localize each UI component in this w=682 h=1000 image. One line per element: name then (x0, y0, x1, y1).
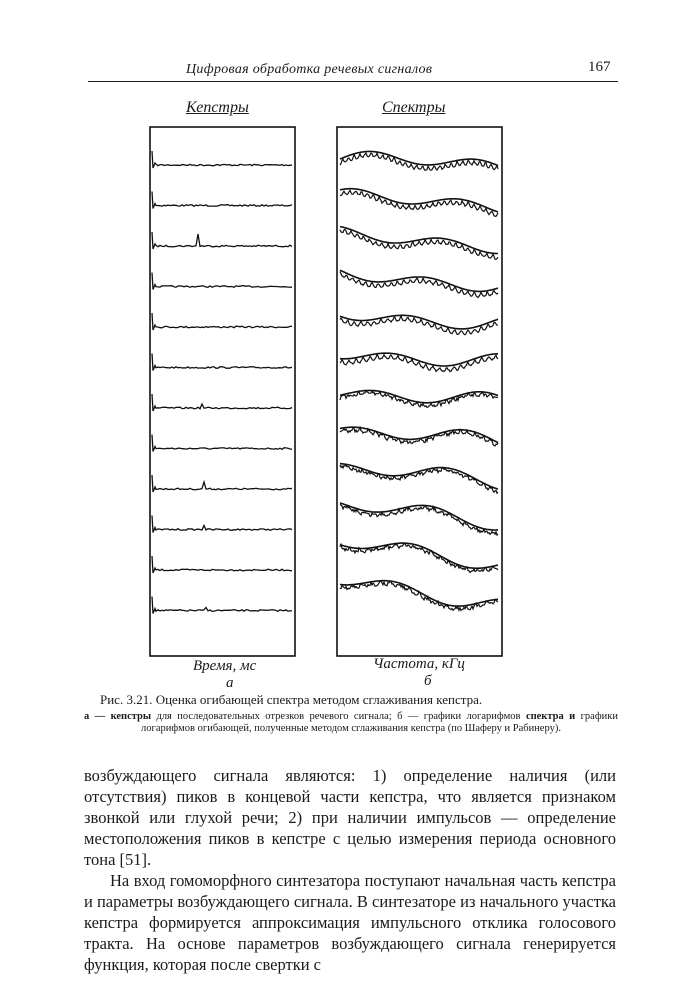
cepstrum-trace (152, 192, 292, 209)
cepstrum-trace (152, 556, 292, 573)
cepstrum-trace (152, 597, 292, 614)
legend-b-label: спектра и (525, 711, 576, 722)
cepstrum-trace (152, 313, 292, 330)
spectral-envelope-trace (340, 353, 498, 366)
cepstrum-trace (152, 394, 292, 411)
legend-a-label: а — кепстры (84, 711, 152, 722)
figure-legend (84, 711, 618, 735)
log-spectrum-trace (340, 581, 498, 611)
log-spectrum-trace (340, 391, 498, 408)
spectra-panel-title: Спектры (382, 99, 446, 116)
cepstrum-trace (152, 516, 292, 533)
panel-b-letter: б (424, 673, 432, 689)
cepstrum-trace (152, 273, 292, 290)
frequency-axis-label: Частота, кГц (373, 656, 465, 672)
log-spectrum-trace (340, 272, 498, 298)
cepstrum-trace (152, 354, 292, 371)
spectral-envelope-trace (340, 581, 498, 606)
legend-b-text: графики логарифмов огибающей, полученные методом сглаживания кепстра (по Шаферу и Рабинеру). (141, 711, 618, 734)
page-number: 167 (588, 59, 611, 75)
log-spectrum-trace (340, 316, 498, 335)
log-spectrum-trace (340, 504, 498, 535)
cepstrum-trace (152, 475, 292, 492)
body-text (84, 765, 616, 975)
spectral-envelope-trace (340, 390, 498, 402)
cepstra-panel-title: Кепстры (186, 99, 249, 116)
log-spectrum-trace (340, 427, 498, 446)
log-spectrum-trace (340, 229, 498, 259)
cepstrum-trace (152, 232, 292, 249)
spectral-envelope-trace (340, 270, 498, 291)
spectral-envelope-trace (340, 464, 498, 490)
figure-caption: Рис. 3.21. Оценка огибающей спектра методом сглаживания кепстра. (100, 692, 483, 707)
log-spectrum-trace (340, 153, 498, 170)
cepstrum-trace (152, 435, 292, 452)
cepstra-panel-frame (150, 127, 295, 656)
time-axis-label: Время, мс (193, 658, 257, 674)
running-title: Цифровая обработка речевых сигналов (186, 62, 433, 77)
spectral-envelope-trace (340, 503, 498, 530)
cepstra-traces (152, 151, 292, 614)
spectral-envelope-trace (340, 151, 498, 165)
legend-a-text: для последовательных отрезков речевого сигнала; б — графики логарифмов (151, 711, 526, 722)
spectra-traces (340, 151, 498, 610)
panel-a-letter: а (226, 675, 234, 691)
cepstrum-trace (152, 151, 292, 168)
paragraph-2: На вход гомоморфного синтезатора поступают начальная часть кепстра и параметры возбуждающего сигнала. В синтезаторе из начального участка кепстра формируется аппроксимация импульсного отклика голосового тракта. На основе параметров возбуждающего сигнала генерируется функция, которая после свертки с (84, 871, 616, 974)
spectral-envelope-trace (340, 543, 498, 568)
paragraph-1: возбуждающего сигнала являются: 1) определение наличия (или отсутствия) пиков в концевой части кепстра, что является признаком звонкой или глухой речи; 2) при наличии импульсов — определение местоположения пиков в кепстре с целью измерения периода основного тона [51]. (84, 766, 616, 869)
